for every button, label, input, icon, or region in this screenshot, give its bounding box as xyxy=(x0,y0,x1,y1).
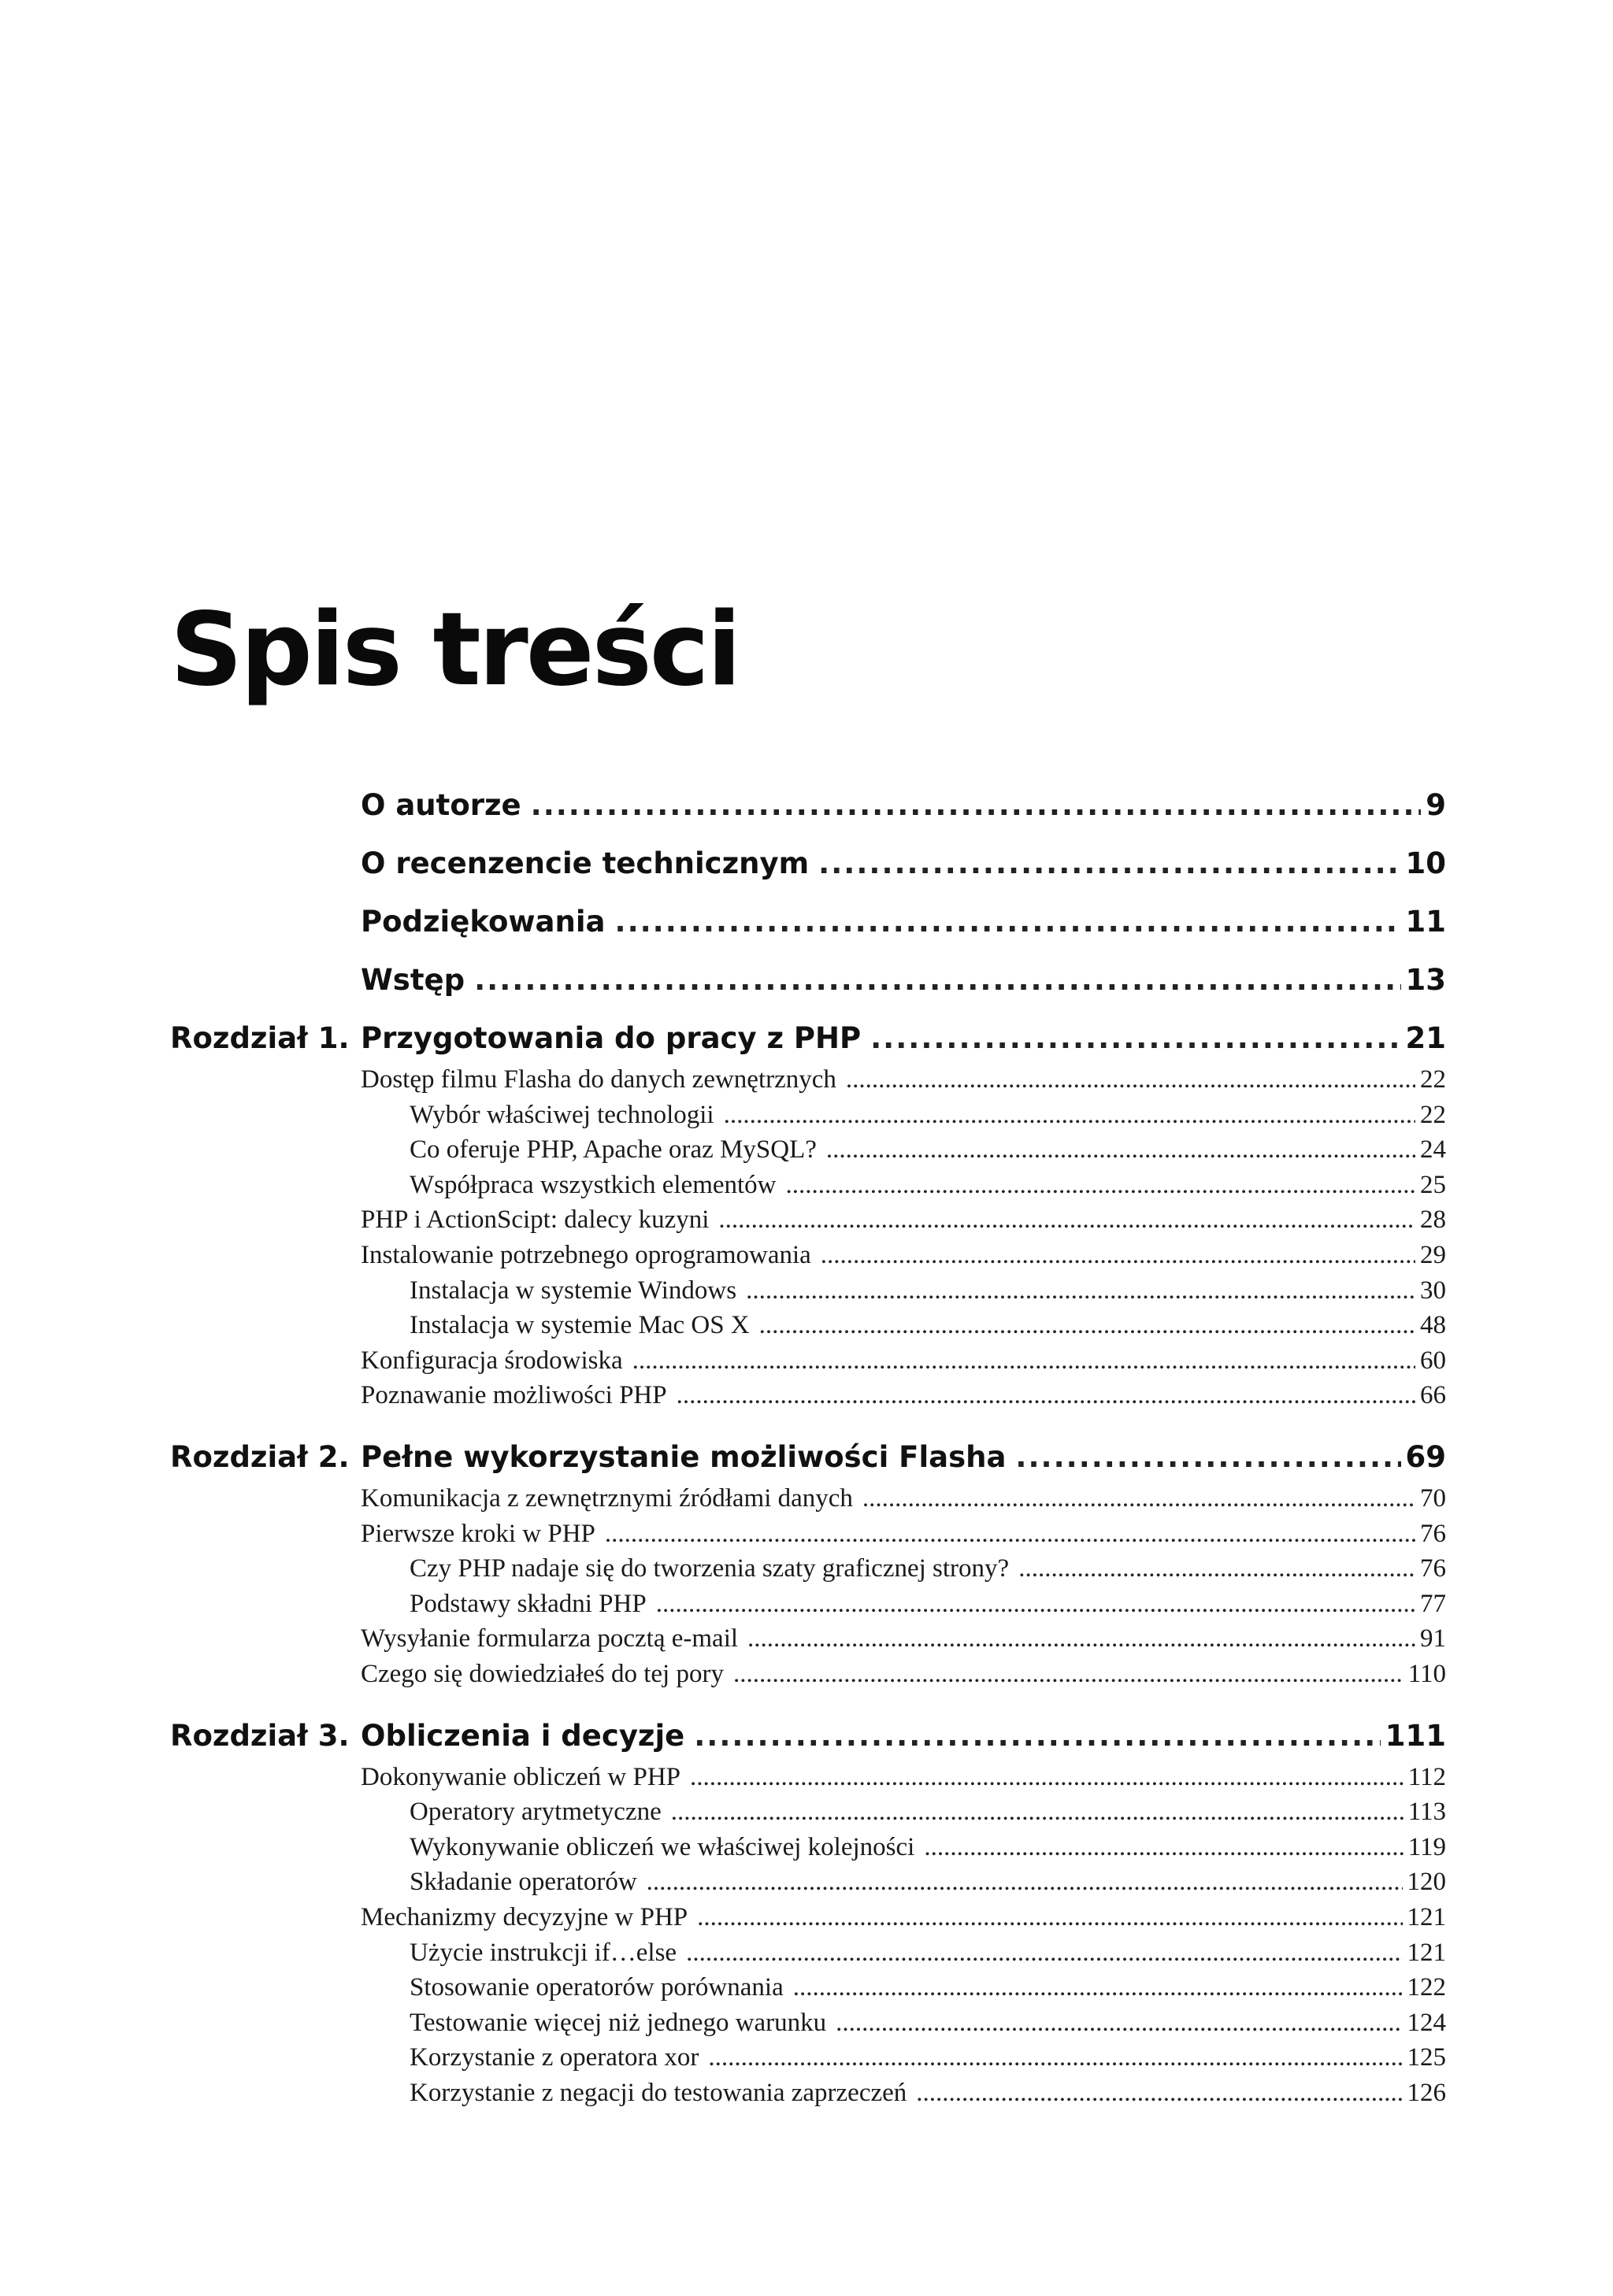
page-number: 121 xyxy=(1407,1903,1446,1931)
page-number: 28 xyxy=(1420,1205,1446,1235)
dot-leader xyxy=(718,1203,1415,1236)
page-number: 29 xyxy=(1420,1241,1446,1269)
page-number: 77 xyxy=(1420,1589,1446,1618)
dot-leader xyxy=(1018,1552,1415,1585)
dot-leader xyxy=(821,1239,1415,1272)
page-number: 10 xyxy=(1405,846,1446,880)
toc-entry-title: O autorze xyxy=(361,788,521,822)
page-number: 76 xyxy=(1420,1554,1446,1583)
dot-leader xyxy=(686,1936,1402,1969)
page-number: 120 xyxy=(1407,1868,1446,1897)
dot-leader xyxy=(916,2076,1402,2109)
page-number: 91 xyxy=(1420,1624,1446,1653)
toc-chapter-heading[interactable] xyxy=(361,1438,1446,1477)
dot-leader xyxy=(733,1657,1403,1691)
toc-chapter-heading[interactable] xyxy=(361,1716,1446,1756)
toc-entry-title: Pierwsze kroki w PHP xyxy=(361,1519,595,1548)
dot-leader xyxy=(694,1716,1381,1756)
toc-entry-title: Obliczenia i decyzje xyxy=(361,1718,685,1753)
dot-leader xyxy=(647,1865,1403,1898)
dot-leader xyxy=(1015,1438,1400,1477)
toc-entry-front-matter[interactable] xyxy=(361,961,1446,1000)
page-number: 22 xyxy=(1420,1100,1446,1129)
toc-section-entry[interactable] xyxy=(361,1203,1446,1236)
toc-entry-title: Użycie instrukcji if…else xyxy=(410,1938,677,1967)
page-number: 125 xyxy=(1407,2043,1446,2072)
dot-leader xyxy=(724,1098,1415,1131)
toc-subsection-entry[interactable] xyxy=(410,1098,1446,1131)
toc-entry-title: O recenzencie technicznym xyxy=(361,846,810,880)
page-number: 110 xyxy=(1407,1660,1446,1688)
page-number: 13 xyxy=(1405,963,1446,997)
dot-leader xyxy=(690,1761,1403,1794)
page-number: 66 xyxy=(1420,1381,1446,1410)
toc-subsection-entry[interactable] xyxy=(410,2076,1446,2109)
dot-leader xyxy=(708,2041,1402,2074)
dot-leader xyxy=(924,1831,1403,1864)
page-number: 121 xyxy=(1407,1938,1446,1967)
chapter-label: Rozdział 1. xyxy=(170,1021,350,1055)
toc-entry-title: Wykonywanie obliczeń we właściwej kolejności xyxy=(410,1832,915,1861)
dot-leader xyxy=(531,786,1422,825)
page-number: 112 xyxy=(1407,1762,1446,1791)
toc-entry-front-matter[interactable] xyxy=(361,902,1446,942)
dot-leader xyxy=(759,1309,1415,1342)
toc-entry-title: Poznawanie możliwości PHP xyxy=(361,1381,667,1410)
page-number: 48 xyxy=(1420,1311,1446,1340)
toc-section-entry[interactable] xyxy=(361,1344,1446,1377)
page-number: 11 xyxy=(1405,905,1446,939)
toc-entry-title: Instalowanie potrzebnego oprogramowania xyxy=(361,1241,811,1269)
toc-section-entry[interactable] xyxy=(361,1517,1446,1550)
toc-entry-front-matter[interactable] xyxy=(361,844,1446,883)
toc-entry-title: Wybór właściwej technologii xyxy=(410,1100,714,1129)
toc-entry-title: Komunikacja z zewnętrznymi źródłami danych xyxy=(361,1484,853,1513)
toc-entry-title: Korzystanie z negacji do testowania zaprzeczeń xyxy=(410,2079,907,2107)
toc-entry-title: Podstawy składni PHP xyxy=(410,1589,647,1618)
chapter-label: Rozdział 2. xyxy=(170,1440,350,1474)
toc-subsection-entry[interactable] xyxy=(410,1309,1446,1342)
toc-section-entry[interactable] xyxy=(361,1239,1446,1272)
dot-leader xyxy=(862,1482,1415,1515)
toc-entry-title: Dostęp filmu Flasha do danych zewnętrznych xyxy=(361,1065,836,1094)
toc-entry-title: Wstęp xyxy=(361,963,465,997)
toc-entry-title: Przygotowania do pracy z PHP xyxy=(361,1021,862,1055)
toc-subsection-entry[interactable] xyxy=(410,1274,1446,1307)
dot-leader xyxy=(826,1133,1415,1166)
toc-section-entry[interactable] xyxy=(361,1482,1446,1515)
dot-leader xyxy=(746,1274,1415,1307)
page-number: 113 xyxy=(1407,1798,1446,1827)
dot-leader xyxy=(846,1063,1415,1096)
page-number: 70 xyxy=(1420,1484,1446,1513)
toc-section-entry[interactable] xyxy=(361,1657,1446,1691)
toc-entry-title: Wysyłanie formularza pocztą e-mail xyxy=(361,1624,739,1653)
page-title: Spis treści xyxy=(170,591,740,709)
toc-subsection-entry[interactable] xyxy=(410,1795,1446,1828)
page-number: 76 xyxy=(1420,1519,1446,1548)
dot-leader xyxy=(605,1517,1415,1550)
toc-entry-title: Testowanie więcej niż jednego warunku xyxy=(410,2008,827,2037)
page-number: 30 xyxy=(1420,1276,1446,1305)
dot-leader xyxy=(474,961,1400,1000)
toc-subsection-entry[interactable] xyxy=(410,1168,1446,1202)
dot-leader xyxy=(836,2006,1402,2039)
toc-entry-title: Czy PHP nadaje się do tworzenia szaty graficznej strony? xyxy=(410,1554,1010,1583)
toc-subsection-entry[interactable] xyxy=(410,2006,1446,2039)
dot-leader xyxy=(793,1971,1403,2004)
toc-subsection-entry[interactable] xyxy=(410,1971,1446,2004)
toc-entry-title: Konfiguracja środowiska xyxy=(361,1346,623,1375)
dot-leader xyxy=(786,1168,1415,1202)
toc-entry-title: Czego się dowiedziałeś do tej pory xyxy=(361,1660,724,1688)
toc-subsection-entry[interactable] xyxy=(410,1831,1446,1864)
page-number: 126 xyxy=(1407,2079,1446,2107)
toc-section-entry[interactable] xyxy=(361,1379,1446,1412)
toc-subsection-entry[interactable] xyxy=(410,1587,1446,1620)
toc-entry-title: Mechanizmy decyzyjne w PHP xyxy=(361,1903,688,1931)
toc-entry-title: Co oferuje PHP, Apache oraz MySQL? xyxy=(410,1135,817,1165)
toc-section-entry[interactable] xyxy=(361,1622,1446,1655)
chapter-label: Rozdział 3. xyxy=(170,1718,350,1753)
dot-leader xyxy=(677,1379,1415,1412)
toc-entry-title: Składanie operatorów xyxy=(410,1868,637,1897)
toc-subsection-entry[interactable] xyxy=(410,1936,1446,1969)
page-number: 60 xyxy=(1420,1346,1446,1375)
toc-entry-front-matter[interactable] xyxy=(361,786,1446,825)
toc-entry-title: Podziękowania xyxy=(361,905,606,939)
page-number: 9 xyxy=(1426,788,1446,822)
toc-section-entry[interactable] xyxy=(361,1063,1446,1096)
toc-entry-title: PHP i ActionScipt: dalecy kuzyni xyxy=(361,1205,710,1235)
toc-subsection-entry[interactable] xyxy=(410,2041,1446,2074)
dot-leader xyxy=(615,902,1401,942)
page-number: 122 xyxy=(1407,1973,1446,2002)
dot-leader xyxy=(671,1795,1403,1828)
toc-subsection-entry[interactable] xyxy=(410,1133,1446,1166)
page-number: 69 xyxy=(1405,1440,1446,1474)
toc-entry-title: Operatory arytmetyczne xyxy=(410,1798,662,1827)
page-number: 21 xyxy=(1405,1021,1446,1055)
dot-leader xyxy=(656,1587,1415,1620)
dot-leader xyxy=(697,1901,1402,1934)
toc-entry-title: Stosowanie operatorów porównania xyxy=(410,1973,784,2002)
toc-entry-title: Współpraca wszystkich elementów xyxy=(410,1170,777,1199)
dot-leader xyxy=(870,1019,1400,1058)
page-number: 119 xyxy=(1407,1832,1446,1861)
page-number: 25 xyxy=(1420,1170,1446,1199)
page-number: 111 xyxy=(1385,1718,1446,1753)
toc-entry-title: Korzystanie z operatora xor xyxy=(410,2043,699,2072)
toc-chapter-heading[interactable] xyxy=(361,1019,1446,1058)
page-number: 22 xyxy=(1420,1065,1446,1094)
toc-entry-title: Instalacja w systemie Windows xyxy=(410,1276,737,1305)
page-number: 124 xyxy=(1407,2008,1446,2037)
dot-leader xyxy=(747,1622,1415,1655)
toc-entry-title: Pełne wykorzystanie możliwości Flasha xyxy=(361,1440,1007,1474)
dot-leader xyxy=(632,1344,1415,1377)
toc-section-entry[interactable] xyxy=(361,1761,1446,1794)
toc-entry-title: Dokonywanie obliczeń w PHP xyxy=(361,1762,681,1791)
toc-section-entry[interactable] xyxy=(361,1901,1446,1934)
toc-entry-title: Instalacja w systemie Mac OS X xyxy=(410,1311,750,1340)
toc-subsection-entry[interactable] xyxy=(410,1552,1446,1585)
toc-subsection-entry[interactable] xyxy=(410,1865,1446,1898)
page-number: 24 xyxy=(1420,1135,1446,1165)
dot-leader xyxy=(818,844,1400,883)
